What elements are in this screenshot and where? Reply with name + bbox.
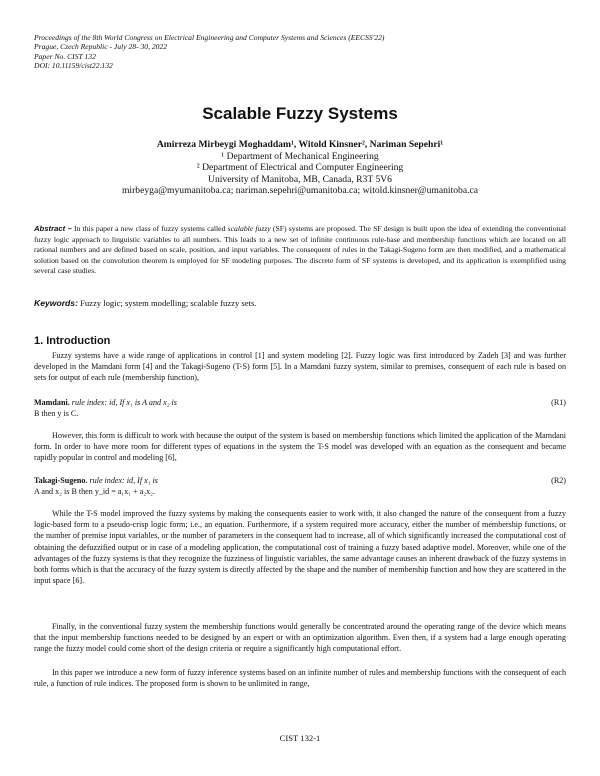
rule-text: B then y is C. — [34, 409, 79, 419]
page-footer: CIST 132-1 — [279, 733, 321, 743]
header-line: DOI: 10.11159/cist22.132 — [34, 61, 113, 71]
affiliation-1: ¹ Department of Mechanical Engineering — [221, 150, 379, 162]
rule-name: Mamdani. — [34, 398, 70, 407]
author-block — [0, 139, 600, 197]
rule-r1 — [34, 397, 566, 419]
paragraph: Finally, in the conventional fuzzy system the membership functions would generally be concentrated around the operating range of the device which means that the input membership functions needed to be designed by an expert or with an optimization algorithm. Even then, if a system had a large enough operating range the fuzzy model could come short of the design criteria or require a significantly high computational effort. — [34, 622, 566, 654]
rule-text: rule index: id, If x₁ is A and x₂ is — [69, 398, 177, 407]
rule-name: Takagi-Sugeno. — [34, 476, 88, 485]
rule-r2 — [34, 475, 566, 497]
proceedings-header — [34, 33, 384, 71]
keywords-text: Fuzzy logic; system modelling; scalable fuzzy sets. — [77, 298, 257, 308]
abstract-text: In this paper a new class of fuzzy systems called — [71, 224, 228, 233]
author-emails: mirbeyga@myumanitoba.ca; nariman.sepehri@umanitoba.ca; witold.kinsner@umanitoba.ca — [121, 185, 479, 197]
paper-title: Scalable Fuzzy Systems — [202, 104, 398, 123]
affiliation-2: ² Department of Electrical and Computer Engineering — [196, 162, 404, 174]
paragraph: While the T-S model improved the fuzzy systems by making the consequents easier to work with, it also changed the nature of the consequent from a fuzzy logic-based form to a pseudo-crisp logic form; i.e., an equation. Furthermore, if a system required more accuracy, either the number of membership functions, or the number of premise input variables, or the number of parameters in the consequent had to increase, all of which significantly increased the computational cost of obtaining the defuzzified output or in case of a modeling application, the computational cost of training a fuzzy based adaptive model. Moreover, while one of the advantages of the fuzzy systems is that they recognize the fuzziness of linguistic variables, the same advantage causes an inherent drawback of the fuzzy systems in both forms which is that the accuracy of the fuzzy system is directly affected by the shape and the number of membership function and how they are scattered in the input space [6]. — [34, 509, 566, 586]
rule-number: (R2) — [551, 476, 566, 485]
header-line: Proceedings of the 8th World Congress on Electrical Engineering and Computer Systems and Sciences (EECSS'22) — [34, 33, 385, 42]
abstract — [34, 224, 566, 277]
university: University of Manitoba, MB, Canada, R3T 5V6 — [208, 173, 392, 185]
rule-text: A and x₂ is B then y_id = a₁x₁ + a₂x₂. — [34, 487, 156, 497]
section-heading: 1. Introduction — [34, 335, 111, 347]
abstract-italic-term: scalable fuzzy — [227, 224, 271, 233]
rule-number: (R1) — [551, 398, 566, 407]
rule-text: rule index: id, If x₁ is — [87, 476, 158, 485]
paragraph: However, this form is difficult to work with because the output of the system is based on membership functions which limited the application of the Mamdani form. In order to have more room for different types of equations in the system the T-S model was developed with an equation as the consequent and became rapidly popular in control and modeling [6], — [34, 431, 566, 463]
abstract-label: Abstract – — [34, 224, 72, 233]
header-line: Paper No. CIST 132 — [34, 51, 96, 61]
keywords — [34, 298, 256, 308]
paragraph: In this paper we introduce a new form of fuzzy inference systems based on an infinite number of rules and membership functions with the consequent of each rule, a function of rule indices. The proposed form is shown to be unlimited in range, — [34, 668, 566, 689]
keywords-label: Keywords: — [34, 298, 78, 308]
header-line: Prague, Czech Republic - July 28- 30, 2022 — [34, 42, 168, 52]
paragraph: Fuzzy systems have a wide range of applications in control [1] and system modeling [2]. Fuzzy logic was first introduced by Zadeh [3] and was further developed in the Mamdani form [4] and the Takagi-Sugeno (T-S) form [5]. In a Mamdani fuzzy system, similar to premises, consequent of each rule is based on sets for output of each rule (membership function), — [34, 351, 566, 383]
abstract-text: (SF) systems are proposed. The SF design is built upon the idea of extending the conventional fuzzy logic approach to linguistic variables to all numbers. This leads to a new set of infinite continuous rule-base and membership functions which are located on all rational numbers and are defined based on scale, position, and input variables. The consequent of rules in the Takagi-Sugeno form are then modified, and a mathematical solution based on the convolution theorem is employed for SF modeling purposes. The discrete form of SF systems is developed, and its application is exemplified using several case studies. — [34, 224, 566, 276]
author-names: Amirreza Mirbeygi Moghaddam¹, Witold Kinsner², Nariman Sepehri¹ — [156, 139, 444, 150]
